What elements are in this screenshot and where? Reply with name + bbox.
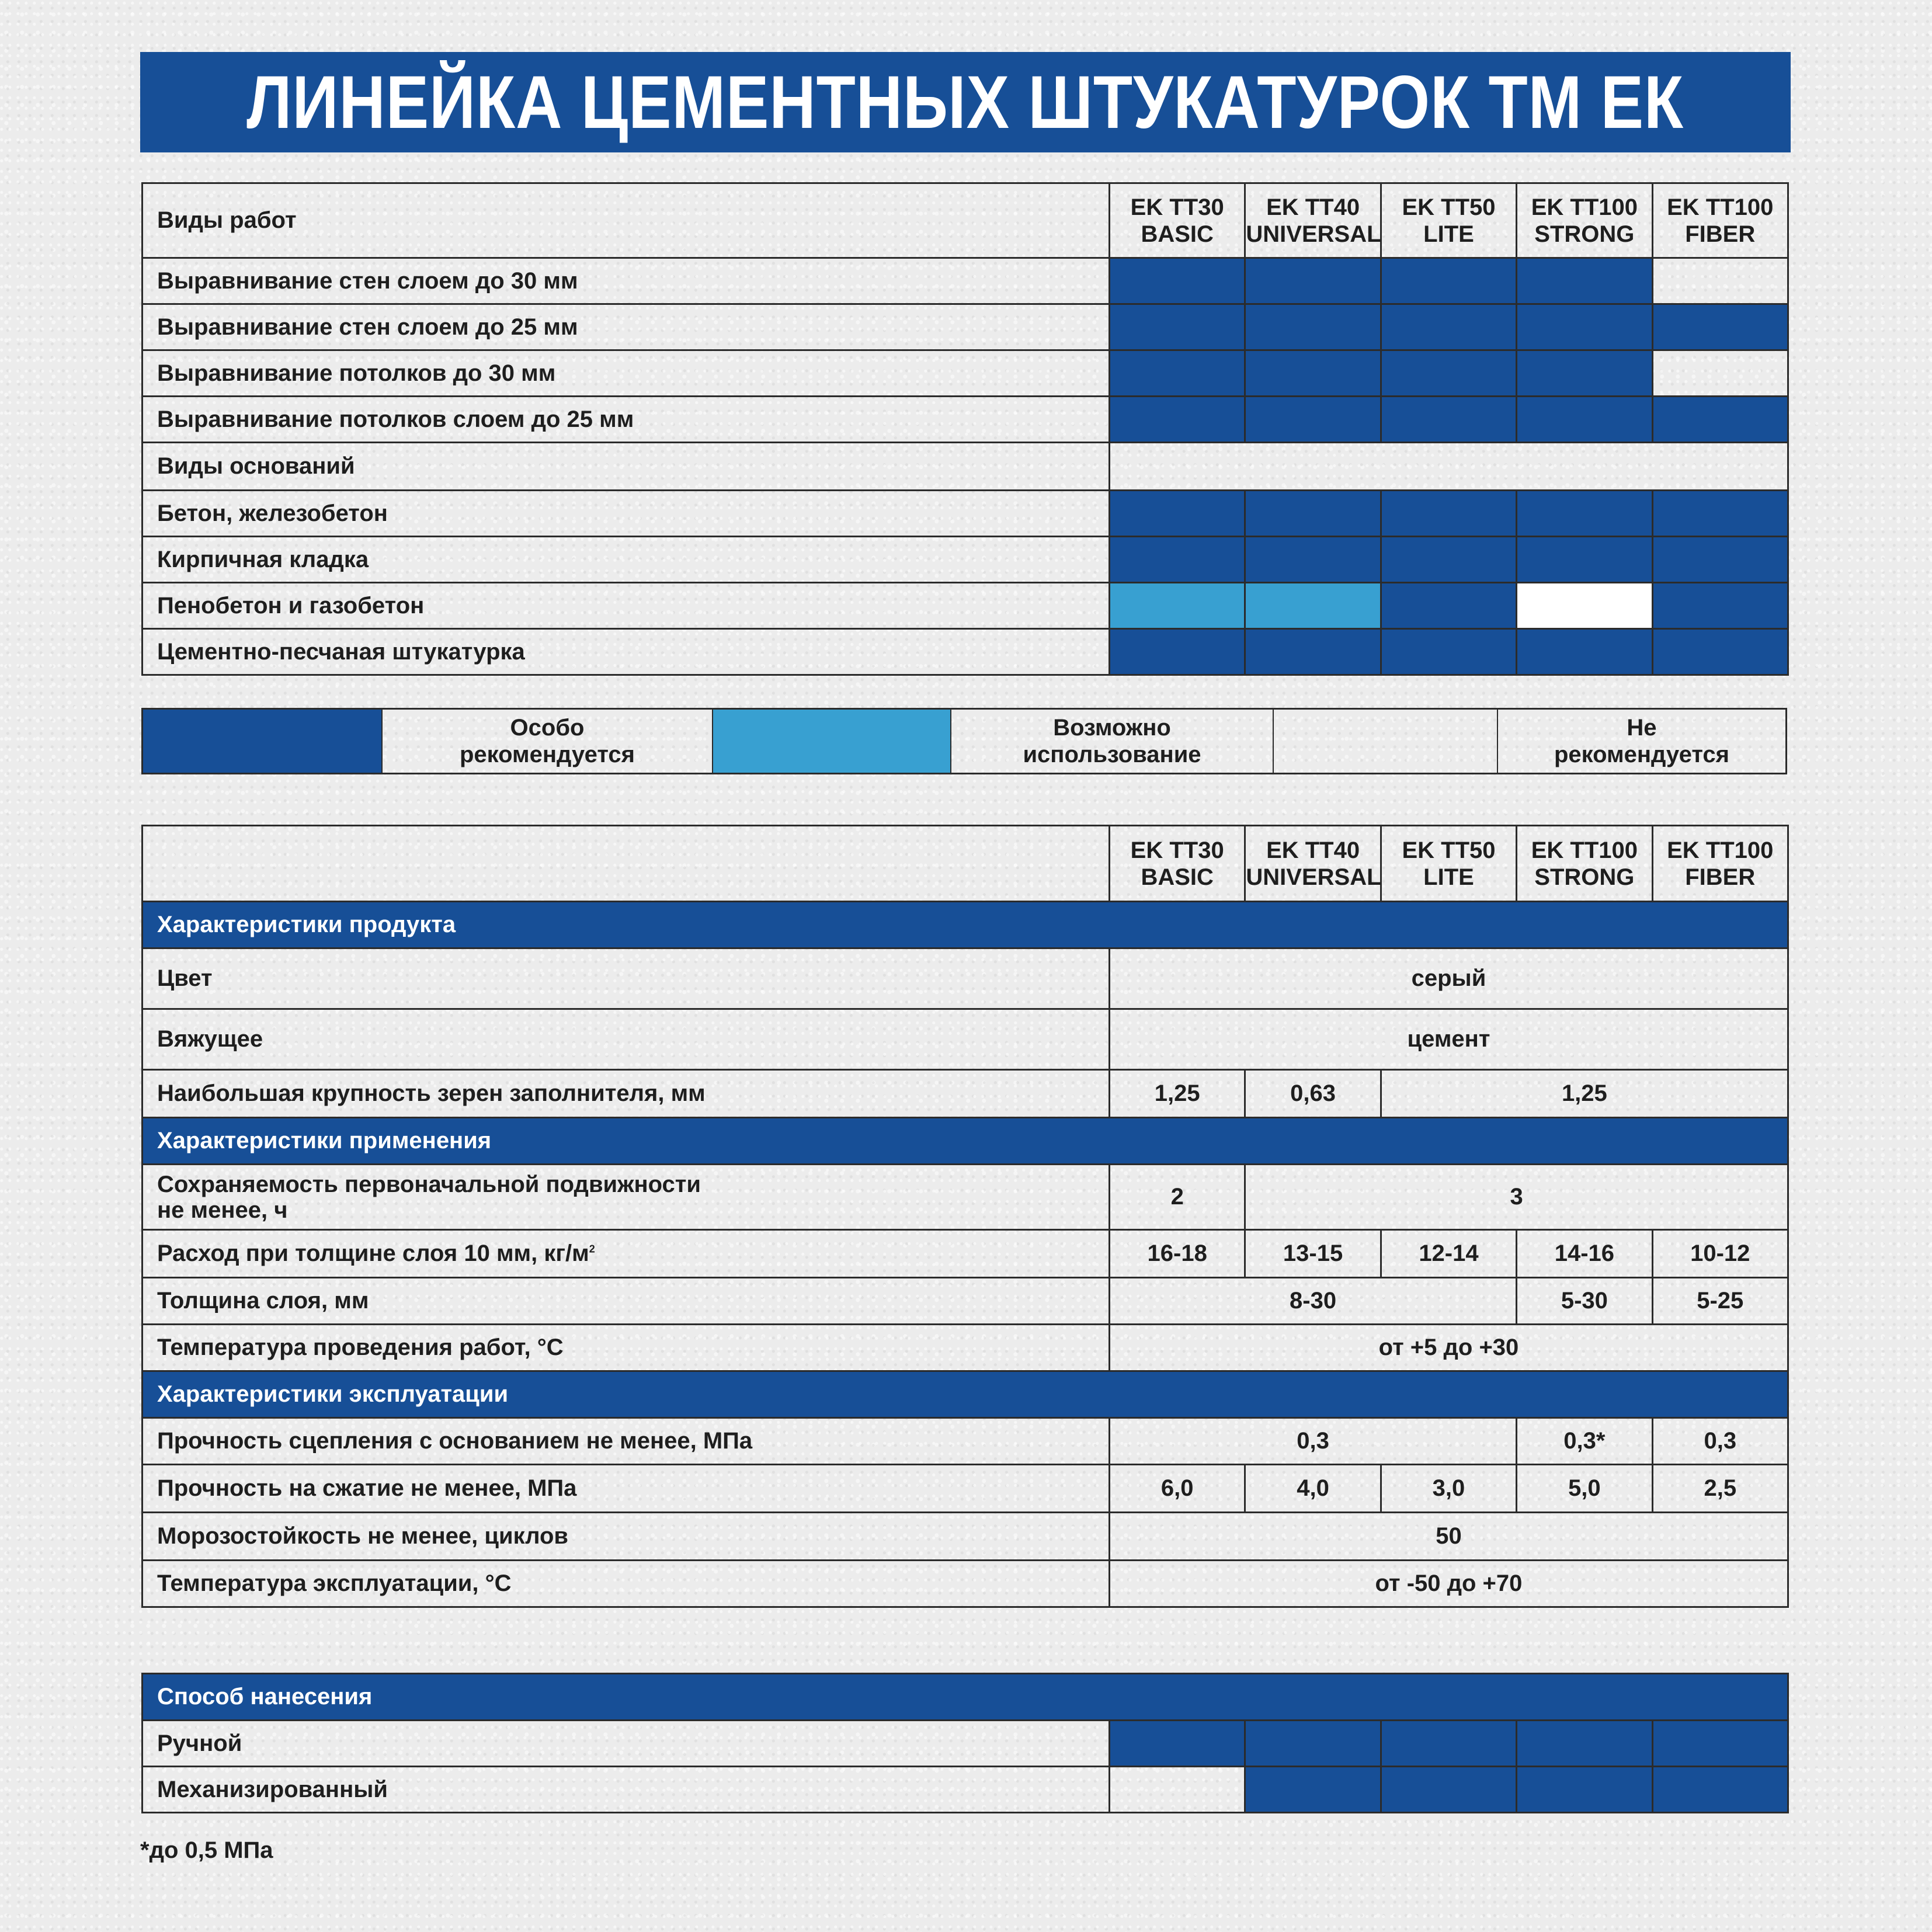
mark-cell-possible xyxy=(1245,583,1381,629)
table-row xyxy=(143,491,1788,537)
row-label: Выравнивание стен слоем до 25 мм xyxy=(143,304,1110,350)
applicability-header-row xyxy=(143,183,1788,258)
mark-cell-recommended xyxy=(1110,1721,1245,1767)
spec-label: Температура проведения работ, °С xyxy=(143,1325,1110,1371)
spec-row-color xyxy=(143,948,1788,1009)
spec-value: от +5 до +30 xyxy=(1110,1325,1788,1371)
page-title-text: ЛИНЕЙКА ЦЕМЕНТНЫХ ШТУКАТУРОК ТМ ЕК xyxy=(246,60,1684,144)
spec-value: 0,3 xyxy=(1652,1418,1788,1465)
spec-row-thickness xyxy=(143,1278,1788,1325)
product-header: EK TT100 FIBER xyxy=(1652,183,1788,258)
spec-value: 50 xyxy=(1110,1513,1788,1561)
spec-value: 5-25 xyxy=(1652,1278,1788,1325)
mark-cell-recommended xyxy=(1245,1767,1381,1813)
row-label: Механизированный xyxy=(143,1767,1110,1813)
mark-cell-none xyxy=(1652,258,1788,304)
mark-cell-recommended xyxy=(1381,491,1516,537)
product-header: EK TT100 STRONG xyxy=(1517,183,1652,258)
mark-cell-recommended xyxy=(1381,629,1516,675)
mark-cell-recommended xyxy=(1381,350,1516,397)
spec-value: 5,0 xyxy=(1517,1465,1652,1513)
applicability-table xyxy=(141,182,1789,676)
spec-label: Сохраняемость первоначальной подвижности не менее, ч xyxy=(143,1165,1110,1230)
row-label: Выравнивание стен слоем до 30 мм xyxy=(143,258,1110,304)
section-title: Характеристики применения xyxy=(143,1118,1788,1165)
table-row xyxy=(143,537,1788,583)
spec-label: Толщина слоя, мм xyxy=(143,1278,1110,1325)
row-label: Бетон, железобетон xyxy=(143,491,1110,537)
spec-value: 5-30 xyxy=(1517,1278,1652,1325)
works-header: Виды работ xyxy=(143,183,1110,258)
spec-value: 2,5 xyxy=(1652,1465,1788,1513)
mark-cell-recommended xyxy=(1652,629,1788,675)
mark-cell-recommended xyxy=(1517,491,1652,537)
bases-header: Виды оснований xyxy=(143,443,1110,491)
row-label: Цементно-песчаная штукатурка xyxy=(143,629,1110,675)
spec-row-adhesion xyxy=(143,1418,1788,1465)
mark-cell-recommended xyxy=(1381,304,1516,350)
mark-cell-recommended xyxy=(1245,491,1381,537)
row-label: Кирпичная кладка xyxy=(143,537,1110,583)
mark-cell-recommended xyxy=(1110,491,1245,537)
mark-cell-none xyxy=(1652,350,1788,397)
mark-cell-recommended xyxy=(1517,397,1652,443)
product-header: EK TT50 LITE xyxy=(1381,826,1516,902)
spec-row-mobility xyxy=(143,1165,1788,1230)
section-title: Способ нанесения xyxy=(143,1674,1788,1721)
specs-table xyxy=(141,825,1789,1608)
mark-cell-recommended xyxy=(1245,304,1381,350)
table-row xyxy=(143,397,1788,443)
mark-cell-recommended xyxy=(1517,350,1652,397)
mark-cell-none xyxy=(1110,1767,1245,1813)
spec-value: 1,25 xyxy=(1110,1070,1245,1118)
spec-value: 12-14 xyxy=(1381,1230,1516,1278)
spec-row-frost xyxy=(143,1513,1788,1561)
mark-cell-recommended xyxy=(1110,304,1245,350)
mark-cell-recommended xyxy=(1652,1767,1788,1813)
spec-label: Наибольшая крупность зерен заполнителя, мм xyxy=(143,1070,1110,1118)
product-header: EK TT40 UNIVERSAL xyxy=(1245,183,1381,258)
mark-cell-recommended xyxy=(1652,537,1788,583)
table-row xyxy=(143,350,1788,397)
row-label: Выравнивание потолков слоем до 25 мм xyxy=(143,397,1110,443)
spec-label: Температура эксплуатации, °С xyxy=(143,1561,1110,1607)
table-row xyxy=(143,304,1788,350)
mark-cell-recommended xyxy=(1245,397,1381,443)
mark-cell-recommended xyxy=(1381,258,1516,304)
legend-swatch-not-recommended xyxy=(1274,710,1498,773)
mark-cell-recommended xyxy=(1110,258,1245,304)
spec-label: Прочность на сжатие не менее, МПа xyxy=(143,1465,1110,1513)
spec-value: цемент xyxy=(1110,1009,1788,1070)
table-row xyxy=(143,1767,1788,1813)
mark-cell-recommended xyxy=(1381,1721,1516,1767)
product-header: EK TT100 STRONG xyxy=(1517,826,1652,902)
spec-row-binder xyxy=(143,1009,1788,1070)
specs-header-blank xyxy=(143,826,1110,902)
spec-value: 3,0 xyxy=(1381,1465,1516,1513)
mark-cell-recommended xyxy=(1245,1721,1381,1767)
mark-cell-recommended xyxy=(1245,258,1381,304)
section-application xyxy=(143,1118,1788,1165)
product-header: EK TT50 LITE xyxy=(1381,183,1516,258)
legend-label-possible: Возможно использование xyxy=(951,710,1274,773)
mark-cell-recommended xyxy=(1110,397,1245,443)
mark-cell-recommended xyxy=(1517,537,1652,583)
spec-value: 0,63 xyxy=(1245,1070,1381,1118)
row-label: Пенобетон и газобетон xyxy=(143,583,1110,629)
spec-row-consumption xyxy=(143,1230,1788,1278)
spec-label: Прочность сцепления с основанием не менее, МПа xyxy=(143,1418,1110,1465)
mark-cell-recommended xyxy=(1245,629,1381,675)
spec-value: 1,25 xyxy=(1381,1070,1788,1118)
specs-header-row xyxy=(143,826,1788,902)
page-title xyxy=(140,52,1791,152)
product-header: EK TT100 FIBER xyxy=(1652,826,1788,902)
legend-label-not-recommended: Не рекомендуется xyxy=(1554,715,1730,767)
mark-cell-recommended xyxy=(1652,1721,1788,1767)
spec-label: Расход при толщине слоя 10 мм, $кг/м^2$ xyxy=(143,1230,1110,1278)
section-product xyxy=(143,902,1788,948)
legend xyxy=(141,708,1787,774)
mark-cell-recommended xyxy=(1381,583,1516,629)
mark-cell-recommended xyxy=(1517,629,1652,675)
mark-cell-recommended xyxy=(1652,397,1788,443)
mark-cell-recommended xyxy=(1245,350,1381,397)
spec-value: от -50 до +70 xyxy=(1110,1561,1788,1607)
section-title: Характеристики продукта xyxy=(143,902,1788,948)
section-title: Характеристики эксплуатации xyxy=(143,1371,1788,1418)
footnote: *до 0,5 МПа xyxy=(140,1837,273,1863)
section-method xyxy=(143,1674,1788,1721)
bases-header-row xyxy=(143,443,1788,491)
mark-cell-recommended xyxy=(1652,304,1788,350)
table-row xyxy=(143,258,1788,304)
spec-value: серый xyxy=(1110,948,1788,1009)
spec-row-work-temp xyxy=(143,1325,1788,1371)
spec-value: 10-12 xyxy=(1652,1230,1788,1278)
spec-value: 16-18 xyxy=(1110,1230,1245,1278)
mark-cell-not-recommended xyxy=(1517,583,1652,629)
mark-cell-recommended xyxy=(1652,491,1788,537)
spec-value: 0,3* xyxy=(1517,1418,1652,1465)
mark-cell-recommended xyxy=(1381,1767,1516,1813)
mark-cell-recommended xyxy=(1381,537,1516,583)
spec-row-compression xyxy=(143,1465,1788,1513)
section-operation xyxy=(143,1371,1788,1418)
mark-cell-recommended xyxy=(1110,629,1245,675)
product-header: EK TT40 UNIVERSAL xyxy=(1245,826,1381,902)
legend-swatch-possible xyxy=(713,710,951,773)
row-label: Ручной xyxy=(143,1721,1110,1767)
product-header: EK TT30 BASIC xyxy=(1110,826,1245,902)
spec-value: 8-30 xyxy=(1110,1278,1517,1325)
spec-row-op-temp xyxy=(143,1561,1788,1607)
spec-value: 13-15 xyxy=(1245,1230,1381,1278)
mark-cell-recommended xyxy=(1245,537,1381,583)
bases-header-blank xyxy=(1110,443,1788,491)
spec-value: 3 xyxy=(1245,1165,1788,1230)
mark-cell-possible xyxy=(1110,583,1245,629)
spec-value: 6,0 xyxy=(1110,1465,1245,1513)
spec-label: Морозостойкость не менее, циклов xyxy=(143,1513,1110,1561)
mark-cell-recommended xyxy=(1110,537,1245,583)
spec-row-grain xyxy=(143,1070,1788,1118)
legend-swatch-recommended xyxy=(143,710,383,773)
mark-cell-recommended xyxy=(1517,1767,1652,1813)
table-row xyxy=(143,583,1788,629)
spec-value: 14-16 xyxy=(1517,1230,1652,1278)
mark-cell-recommended xyxy=(1517,304,1652,350)
row-label: Выравнивание потолков до 30 мм xyxy=(143,350,1110,397)
spec-label: Вяжущее xyxy=(143,1009,1110,1070)
mark-cell-recommended xyxy=(1517,258,1652,304)
mark-cell-recommended xyxy=(1517,1721,1652,1767)
spec-label: Цвет xyxy=(143,948,1110,1009)
legend-label-recommended: Особо рекомендуется xyxy=(383,710,713,773)
method-table xyxy=(141,1673,1789,1813)
spec-value: 2 xyxy=(1110,1165,1245,1230)
mark-cell-recommended xyxy=(1652,583,1788,629)
spec-value: 4,0 xyxy=(1245,1465,1381,1513)
spec-value: 0,3 xyxy=(1110,1418,1517,1465)
product-header: EK TT30 BASIC xyxy=(1110,183,1245,258)
mark-cell-recommended xyxy=(1381,397,1516,443)
table-row xyxy=(143,1721,1788,1767)
mark-cell-recommended xyxy=(1110,350,1245,397)
table-row xyxy=(143,629,1788,675)
